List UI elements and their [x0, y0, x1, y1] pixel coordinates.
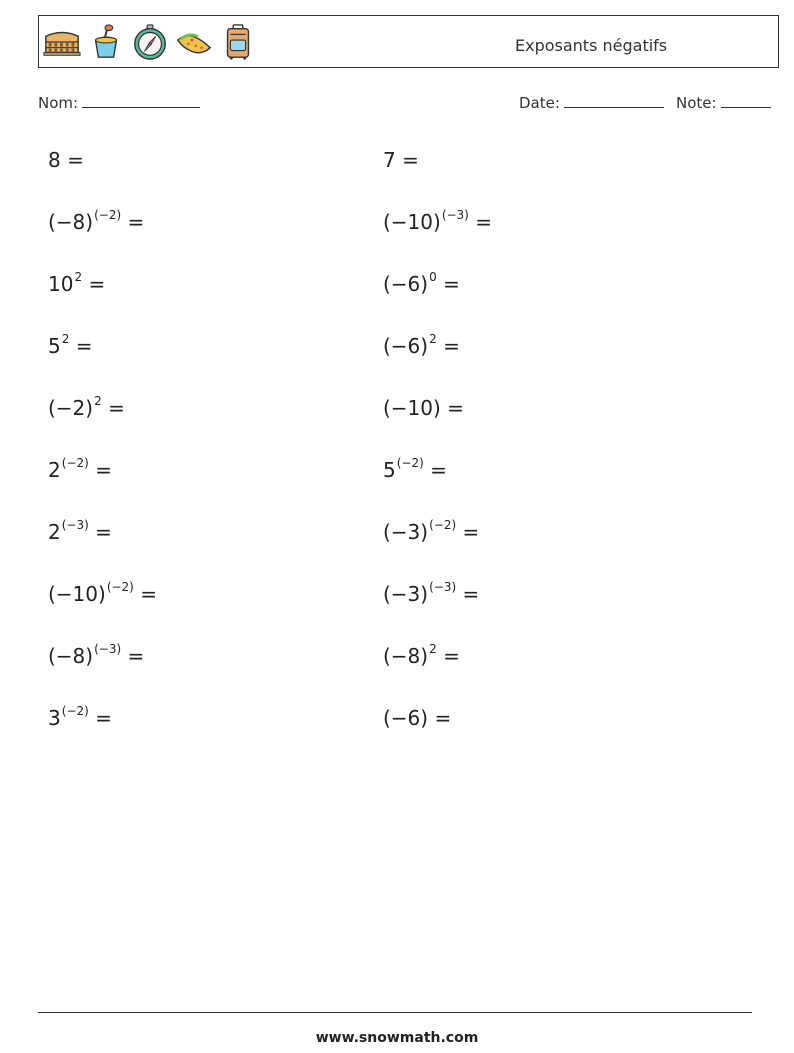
sand-bucket-icon [87, 22, 125, 62]
name-field [38, 94, 200, 112]
problem-exponent: (−2) [396, 456, 424, 470]
problem-exponent: 2 [74, 270, 83, 284]
problem-item [383, 582, 479, 606]
problem-exponent: 2 [429, 332, 437, 346]
problem-equals: = [95, 706, 112, 730]
header-icons [43, 22, 257, 62]
problem-exponent: 0 [429, 270, 437, 284]
problem-exponent: (−3) [94, 642, 122, 656]
problem-base: (−10) [383, 210, 441, 234]
problem-equals: = [447, 396, 464, 420]
problem-equals: = [443, 334, 460, 358]
problem-equals: = [108, 396, 125, 420]
problem-item [48, 396, 125, 420]
problem-item [48, 582, 157, 606]
problem-base: (−10) [383, 396, 441, 420]
problem-exponent: 2 [94, 394, 102, 408]
problem-base: (−6) [383, 706, 429, 730]
note-blank[interactable] [721, 94, 771, 108]
problem-base: 5 [48, 334, 61, 358]
note-field [676, 94, 771, 112]
footer-url: www.snowmath.com [315, 1030, 479, 1046]
problem-equals: = [88, 272, 106, 296]
problem-equals: = [443, 644, 460, 668]
problem-item [383, 148, 419, 172]
problem-exponent: (−3) [61, 518, 89, 532]
problem-base: 10 [48, 272, 74, 296]
problem-equals: = [462, 582, 480, 606]
footer-divider [38, 1012, 752, 1013]
problem-exponent: (−2) [94, 208, 122, 222]
problem-item [383, 706, 451, 730]
problem-item [383, 644, 460, 668]
problem-item [383, 520, 479, 544]
problem-item [48, 210, 144, 234]
problem-item [383, 396, 464, 420]
name-blank[interactable] [82, 94, 200, 108]
problem-equals: = [95, 520, 112, 544]
problem-equals: = [95, 458, 112, 482]
problem-base: (−3) [383, 582, 429, 606]
problem-exponent: (−3) [429, 580, 457, 594]
colosseum-icon [43, 22, 81, 62]
compass-icon [131, 22, 169, 62]
problem-exponent: (−2) [429, 518, 457, 532]
problem-base: (−8) [48, 210, 94, 234]
problem-item [48, 334, 93, 358]
problem-equals: = [430, 458, 447, 482]
problem-base: 8 [48, 148, 61, 172]
page-title: Exposants négatifs [515, 36, 668, 55]
problem-equals: = [127, 644, 145, 668]
problem-equals: = [475, 210, 492, 234]
problem-equals: = [127, 210, 145, 234]
problem-base: 3 [48, 706, 61, 730]
problem-base: (−10) [48, 582, 106, 606]
problem-exponent: (−3) [441, 208, 469, 222]
problem-equals: = [434, 706, 452, 730]
note-label: Note: [676, 94, 717, 112]
taco-icon [175, 22, 213, 62]
problem-item [48, 644, 144, 668]
date-field [519, 94, 664, 112]
problem-base: 2 [48, 458, 61, 482]
problem-base: (−6) [383, 272, 429, 296]
problem-equals: = [67, 148, 84, 172]
problem-item [48, 458, 112, 482]
problem-item [383, 272, 460, 296]
date-label: Date: [519, 94, 560, 112]
problem-item [48, 706, 112, 730]
problem-exponent: 2 [429, 642, 437, 656]
problem-item [48, 148, 84, 172]
problem-base: (−2) [48, 396, 94, 420]
problem-base: (−8) [383, 644, 429, 668]
problem-base: (−6) [383, 334, 429, 358]
problem-base: 7 [383, 148, 396, 172]
problem-base: 5 [383, 458, 396, 482]
problem-item [383, 458, 447, 482]
date-blank[interactable] [564, 94, 664, 108]
problem-equals: = [443, 272, 460, 296]
problem-exponent: 2 [61, 332, 70, 346]
problem-base: (−3) [383, 520, 429, 544]
problem-equals: = [402, 148, 419, 172]
problem-item [383, 210, 492, 234]
header-box [38, 15, 779, 68]
problem-equals: = [462, 520, 480, 544]
name-label: Nom: [38, 94, 79, 112]
problem-item [383, 334, 460, 358]
problem-exponent: (−2) [106, 580, 134, 594]
problem-equals: = [75, 334, 93, 358]
problem-base: 2 [48, 520, 61, 544]
problem-item [48, 272, 105, 296]
problem-equals: = [140, 582, 157, 606]
problem-item [48, 520, 112, 544]
problem-exponent: (−2) [61, 704, 89, 718]
problem-exponent: (−2) [61, 456, 89, 470]
problem-base: (−8) [48, 644, 94, 668]
suitcase-icon [219, 22, 257, 62]
